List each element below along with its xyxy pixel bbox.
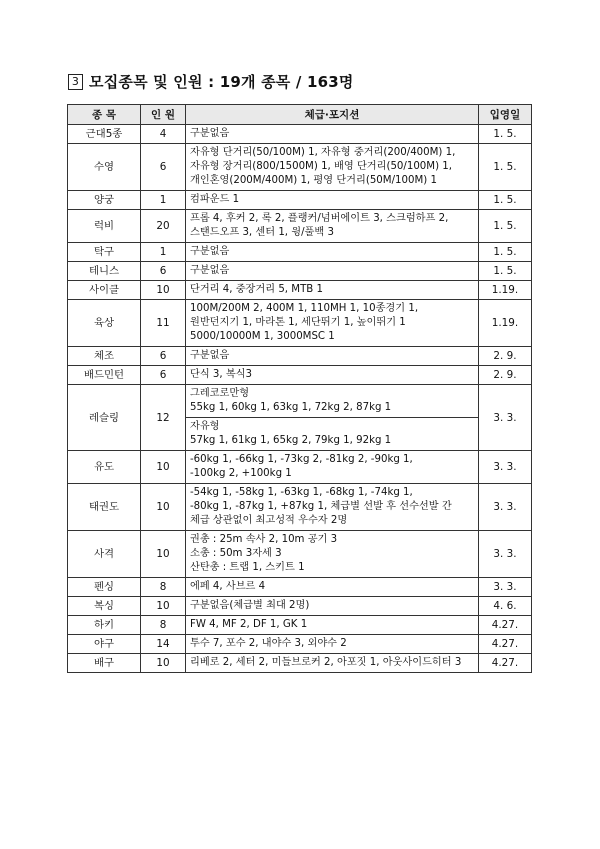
detail-line: 체급 상관없이 최고성적 우수자 2명: [190, 515, 348, 526]
cell-sport: 체조: [68, 347, 141, 366]
section-title: [68, 71, 354, 92]
cell-detail: [186, 484, 479, 531]
cell-date: 4. 6.: [479, 597, 532, 616]
table-header-row: [68, 105, 532, 125]
cell-sport: 펜싱: [68, 578, 141, 597]
table-row: [68, 654, 532, 673]
cell-detail: [186, 635, 479, 654]
detail-group: [190, 387, 474, 415]
cell-sport: 테니스: [68, 262, 141, 281]
detail-line: -100kg 2, +100kg 1: [190, 468, 292, 479]
cell-count: 12: [141, 385, 186, 451]
cell-date: 1.19.: [479, 300, 532, 347]
detail-line: 구분없음: [190, 246, 230, 257]
detail-line: 원반던지기 1, 마라톤 1, 세단뛰기 1, 높이뛰기 1: [190, 317, 406, 328]
cell-detail: [186, 210, 479, 243]
cell-count: 6: [141, 366, 186, 385]
cell-count: 10: [141, 597, 186, 616]
cell-date: 1.19.: [479, 281, 532, 300]
detail-line: 에페 4, 사브르 4: [190, 581, 266, 592]
cell-count: 10: [141, 531, 186, 578]
detail-line: 55kg 1, 60kg 1, 63kg 1, 72kg 2, 87kg 1: [190, 402, 392, 413]
detail-line: 단거리 4, 중장거리 5, MTB 1: [190, 284, 324, 295]
table-body: [68, 125, 532, 673]
cell-date: 3. 3.: [479, 578, 532, 597]
cell-date: 4.27.: [479, 654, 532, 673]
cell-sport: 사이클: [68, 281, 141, 300]
cell-sport: 럭비: [68, 210, 141, 243]
table-row: [68, 243, 532, 262]
cell-count: 6: [141, 262, 186, 281]
cell-detail: [186, 243, 479, 262]
cell-detail: [186, 281, 479, 300]
cell-count: 1: [141, 243, 186, 262]
table-row: [68, 191, 532, 210]
cell-date: 2. 9.: [479, 366, 532, 385]
recruitment-table: [67, 104, 532, 673]
cell-sport: 근대5종: [68, 125, 141, 144]
cell-count: 10: [141, 281, 186, 300]
cell-count: 10: [141, 484, 186, 531]
cell-sport: 탁구: [68, 243, 141, 262]
cell-detail: [186, 385, 479, 451]
detail-line: 권총 : 25m 속사 2, 10m 공기 3: [190, 534, 338, 545]
detail-line: 구분없음: [190, 350, 230, 361]
detail-group: [186, 417, 478, 450]
cell-date: 4.27.: [479, 635, 532, 654]
cell-sport: 사격: [68, 531, 141, 578]
cell-date: 4.27.: [479, 616, 532, 635]
cell-date: 1. 5.: [479, 144, 532, 191]
cell-date: 1. 5.: [479, 191, 532, 210]
table-row: [68, 531, 532, 578]
table-row: [68, 597, 532, 616]
cell-date: 3. 3.: [479, 451, 532, 484]
cell-detail: [186, 262, 479, 281]
detail-line: 컴파운드 1: [190, 194, 240, 205]
cell-count: 1: [141, 191, 186, 210]
cell-detail: [186, 366, 479, 385]
cell-count: 10: [141, 451, 186, 484]
detail-line: 5000/10000M 1, 3000MSC 1: [190, 331, 335, 342]
cell-count: 6: [141, 144, 186, 191]
cell-sport: 육상: [68, 300, 141, 347]
detail-line: -60kg 1, -66kg 1, -73kg 2, -81kg 2, -90kg 1,: [190, 454, 413, 465]
cell-date: 1. 5.: [479, 243, 532, 262]
cell-detail: [186, 597, 479, 616]
cell-detail: [186, 191, 479, 210]
table-row: [68, 125, 532, 144]
detail-line: 100M/200M 2, 400M 1, 110MH 1, 10종경기 1,: [190, 303, 419, 314]
detail-line: 리베로 2, 세터 2, 미들브로커 2, 아포짓 1, 아웃사이드히터 3: [190, 657, 462, 668]
detail-line: 구분없음: [190, 128, 230, 139]
table-row: [68, 144, 532, 191]
table-row: [68, 385, 532, 451]
cell-date: 2. 9.: [479, 347, 532, 366]
detail-line: 단식 3, 복식3: [190, 369, 253, 380]
section-number-box: 3: [68, 74, 83, 90]
cell-sport: 배드민턴: [68, 366, 141, 385]
cell-count: 4: [141, 125, 186, 144]
table-row: [68, 484, 532, 531]
cell-sport: 야구: [68, 635, 141, 654]
cell-sport: 수영: [68, 144, 141, 191]
table-row: [68, 281, 532, 300]
section-title-text: 모집종목 및 인원 : 19개 종목 / 163명: [89, 73, 354, 91]
cell-count: 6: [141, 347, 186, 366]
header-date: 입영일: [479, 105, 532, 125]
cell-sport: 레슬링: [68, 385, 141, 451]
cell-date: 1. 5.: [479, 210, 532, 243]
cell-date: 3. 3.: [479, 484, 532, 531]
cell-count: 8: [141, 616, 186, 635]
cell-date: 1. 5.: [479, 125, 532, 144]
detail-line: 자유형 장거리(800/1500M) 1, 배영 단거리(50/100M) 1,: [190, 161, 453, 172]
cell-detail: [186, 616, 479, 635]
table-row: [68, 366, 532, 385]
cell-sport: 태권도: [68, 484, 141, 531]
detail-line: 프롭 4, 후커 2, 록 2, 플랭커/넘버에이트 3, 스크럼하프 2,: [190, 213, 449, 224]
cell-count: 8: [141, 578, 186, 597]
cell-sport: 복싱: [68, 597, 141, 616]
cell-date: 3. 3.: [479, 531, 532, 578]
table-row: [68, 451, 532, 484]
table-row: [68, 347, 532, 366]
cell-count: 10: [141, 654, 186, 673]
cell-date: 1. 5.: [479, 262, 532, 281]
detail-line: FW 4, MF 2, DF 1, GK 1: [190, 619, 308, 630]
table-row: [68, 635, 532, 654]
detail-line: 산탄총 : 트랩 1, 스키트 1: [190, 562, 305, 573]
detail-line: -80kg 1, -87kg 1, +87kg 1, 체급별 선발 후 선수선발 간: [190, 501, 452, 512]
header-count: 인 원: [141, 105, 186, 125]
detail-line: 개인혼영(200M/400M) 1, 평영 단거리(50M/100M) 1: [190, 175, 437, 186]
table-row: [68, 616, 532, 635]
cell-detail: [186, 144, 479, 191]
cell-detail: [186, 654, 479, 673]
detail-line: 스탠드오프 3, 센터 1, 윙/풀백 3: [190, 227, 334, 238]
cell-detail: [186, 531, 479, 578]
cell-sport: 배구: [68, 654, 141, 673]
cell-detail: [186, 347, 479, 366]
cell-detail: [186, 578, 479, 597]
cell-date: 3. 3.: [479, 385, 532, 451]
cell-count: 14: [141, 635, 186, 654]
detail-line: 57kg 1, 61kg 1, 65kg 2, 79kg 1, 92kg 1: [190, 435, 392, 446]
detail-line: 구분없음(체급별 최대 2명): [190, 600, 310, 611]
cell-sport: 양궁: [68, 191, 141, 210]
detail-line: -54kg 1, -58kg 1, -63kg 1, -68kg 1, -74kg 1,: [190, 487, 413, 498]
cell-sport: 유도: [68, 451, 141, 484]
table-row: [68, 300, 532, 347]
detail-line: 소총 : 50m 3자세 3: [190, 548, 282, 559]
cell-count: 11: [141, 300, 186, 347]
cell-detail: [186, 125, 479, 144]
detail-line: 투수 7, 포수 2, 내야수 3, 외야수 2: [190, 638, 347, 649]
cell-count: 20: [141, 210, 186, 243]
header-detail: 체급·포지션: [186, 105, 479, 125]
table-row: [68, 578, 532, 597]
detail-line: 자유형: [190, 421, 220, 432]
detail-line: 구분없음: [190, 265, 230, 276]
detail-line: 자유형 단거리(50/100M) 1, 자유형 중거리(200/400M) 1,: [190, 147, 456, 158]
cell-sport: 하키: [68, 616, 141, 635]
detail-line: 그레코로만형: [190, 388, 250, 399]
header-sport: 종 목: [68, 105, 141, 125]
table-row: [68, 262, 532, 281]
cell-detail: [186, 300, 479, 347]
table-row: [68, 210, 532, 243]
cell-detail: [186, 451, 479, 484]
